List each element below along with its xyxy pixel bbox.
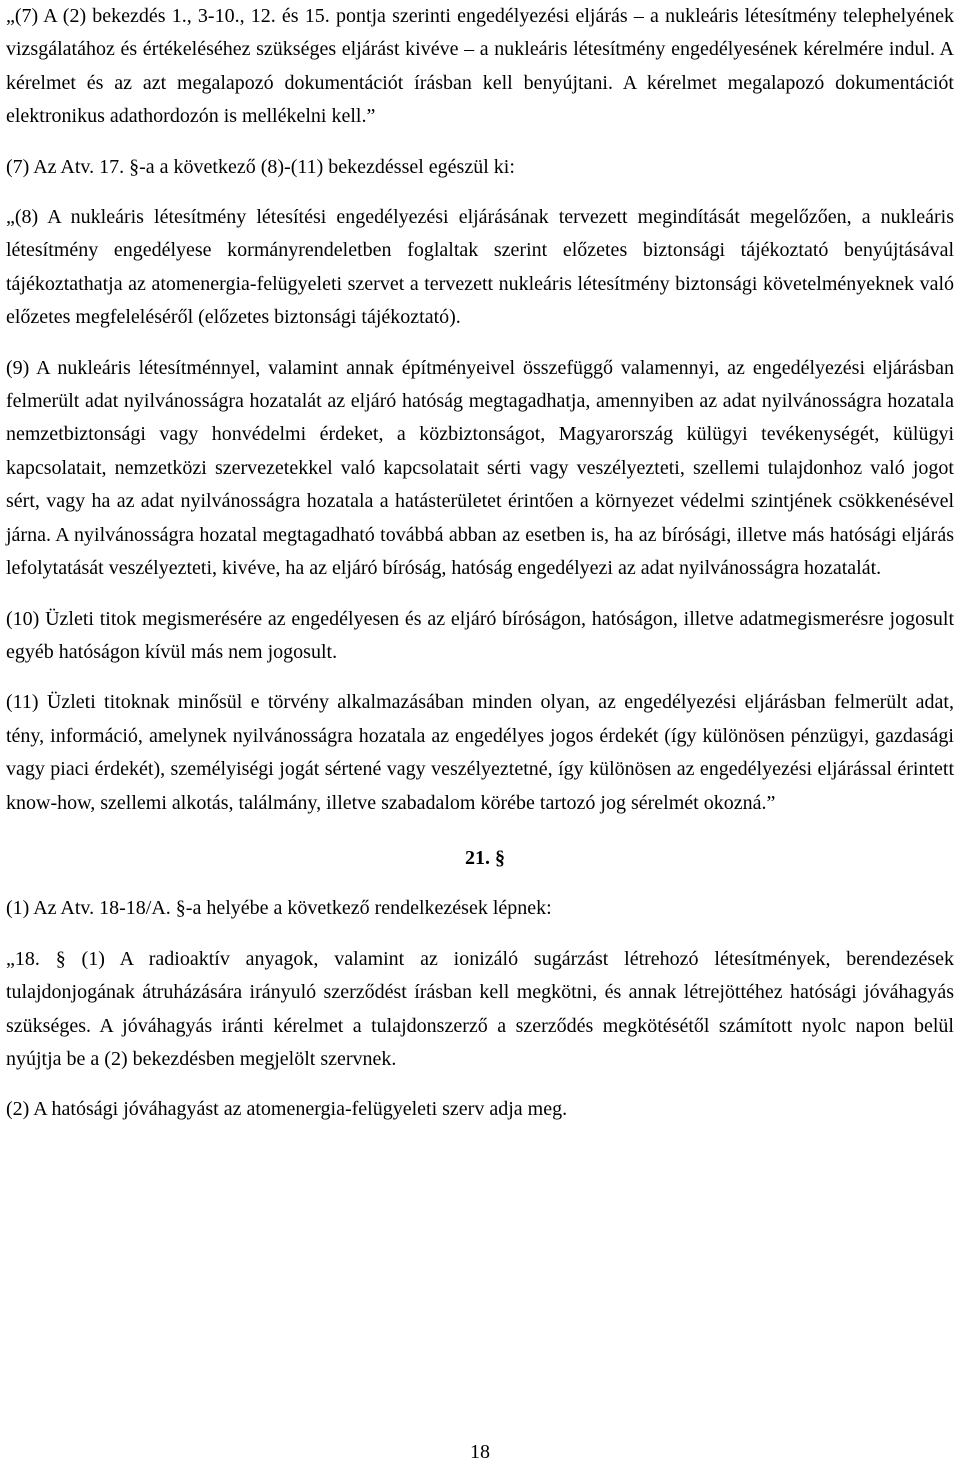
section-number: 21. § — [465, 846, 505, 869]
paragraph-new-9: (9) A nukleáris létesítménnyel, valamint annak építményeivel összefüggő valamennyi, az engedélyezési eljárásban felmerült adat nyilvánosságra hozatalát az eljáró hatóság megtagadhatja, amennyiben az adat nyilvánosságra hozatala nemzetbiztonsági vagy honvédelmi érdeket, a közbiztonságot, Magyarország külügyi tevékenységét, külügyi kapcsolatait, nemzetközi szervezetekkel való kapcsolatait sérti vagy veszélyezteti, szellemi tulajdonhoz való jogot sért, vagy ha az adat nyilvánosságra hozatala a hatásterületet érintően a környezet védelmi szintjének csökkenésével járna. A nyilvánosságra hozatal megtagadható továbbá abban az esetben is, ha az bírósági, illetve más hatósági eljárás lefolytatását veszélyezteti, kivéve, ha az eljáró bíróság, hatóság engedélyezi az adat nyilvánosságra hozatalát. — [6, 356, 954, 580]
paragraph-amendment-7: (7) Az Atv. 17. §-a a következő (8)-(11) bekezdéssel egészül ki: — [6, 155, 515, 178]
document-page — [6, 0, 954, 1127]
paragraph-atv-18-2: (2) A hatósági jóváhagyást az atomenergia-felügyeleti szerv adja meg. — [6, 1098, 568, 1121]
paragraph-atv-18-1: „18. § (1) A radioaktív anyagok, valamint az ionizáló sugárzást létrehozó létesítmények, berendezések tulajdonjogának átruházására irányuló szerződést írásban kell megkötni, és annak létrejöttéhez hatósági jóváhagyás szükséges. A jóváhagyás iránti kérelmet a tulajdonszerző a szerződés megkötésétől számított nyolc napon belül nyújtja be a (2) bekezdésben megjelölt szervnek. — [6, 947, 954, 1070]
paragraph-section-21-1: (1) Az Atv. 18-18/A. §-a helyébe a következő rendelkezések lépnek: — [6, 897, 552, 920]
page-number: 18 — [470, 1441, 490, 1463]
paragraph-new-11: (11) Üzleti titoknak minősül e törvény alkalmazásában minden olyan, az engedélyezési eljárásban felmerült adat, tény, információ, amelynek nyilvánosságra hozatala az engedélyes jogos érdekét (így különösen pénzügyi, gazdasági vagy piaci érdekét), személyiségi jogát sértené vagy veszélyeztetné, így különösen az engedélyezési eljárással érintett know-how, szellemi alkotás, találmány, illetve szabadalom körébe tartozó jog sérelmét okozná.” — [6, 691, 954, 814]
paragraph-atv-17-7: „(7) A (2) bekezdés 1., 3-10., 12. és 15. pontja szerinti engedélyezési eljárás – a nukleáris létesítmény telephelyének vizsgálatához és értékeléséhez szükséges eljárást kivéve – a nukleáris létesítmény engedélyesének kérelmére indul. A kérelmet és az azt megalapozó dokumentációt írásban kell benyújtani. A kérelmet megalapozó dokumentációt elektronikus adathordozón is mellékelni kell.” — [6, 5, 954, 128]
paragraph-new-10: (10) Üzleti titok megismerésére az engedélyesen és az eljáró bíróságon, hatóságon, illetve adatmegismerésre jogosult egyéb hatóságon kívül más nem jogosult. — [6, 607, 954, 663]
paragraph-new-8: „(8) A nukleáris létesítmény létesítési engedélyezési eljárásának tervezett megindítását megelőzően, a nukleáris létesítmény engedélyese kormányrendeletben foglaltak szerint előzetes biztonsági tájékoztató benyújtásával tájékoztathatja az atomenergia-felügyeleti szervet a tervezett nukleáris létesítmény biztonsági követelményeknek való előzetes megfeleléséről (előzetes biztonsági tájékoztató). — [6, 206, 954, 329]
